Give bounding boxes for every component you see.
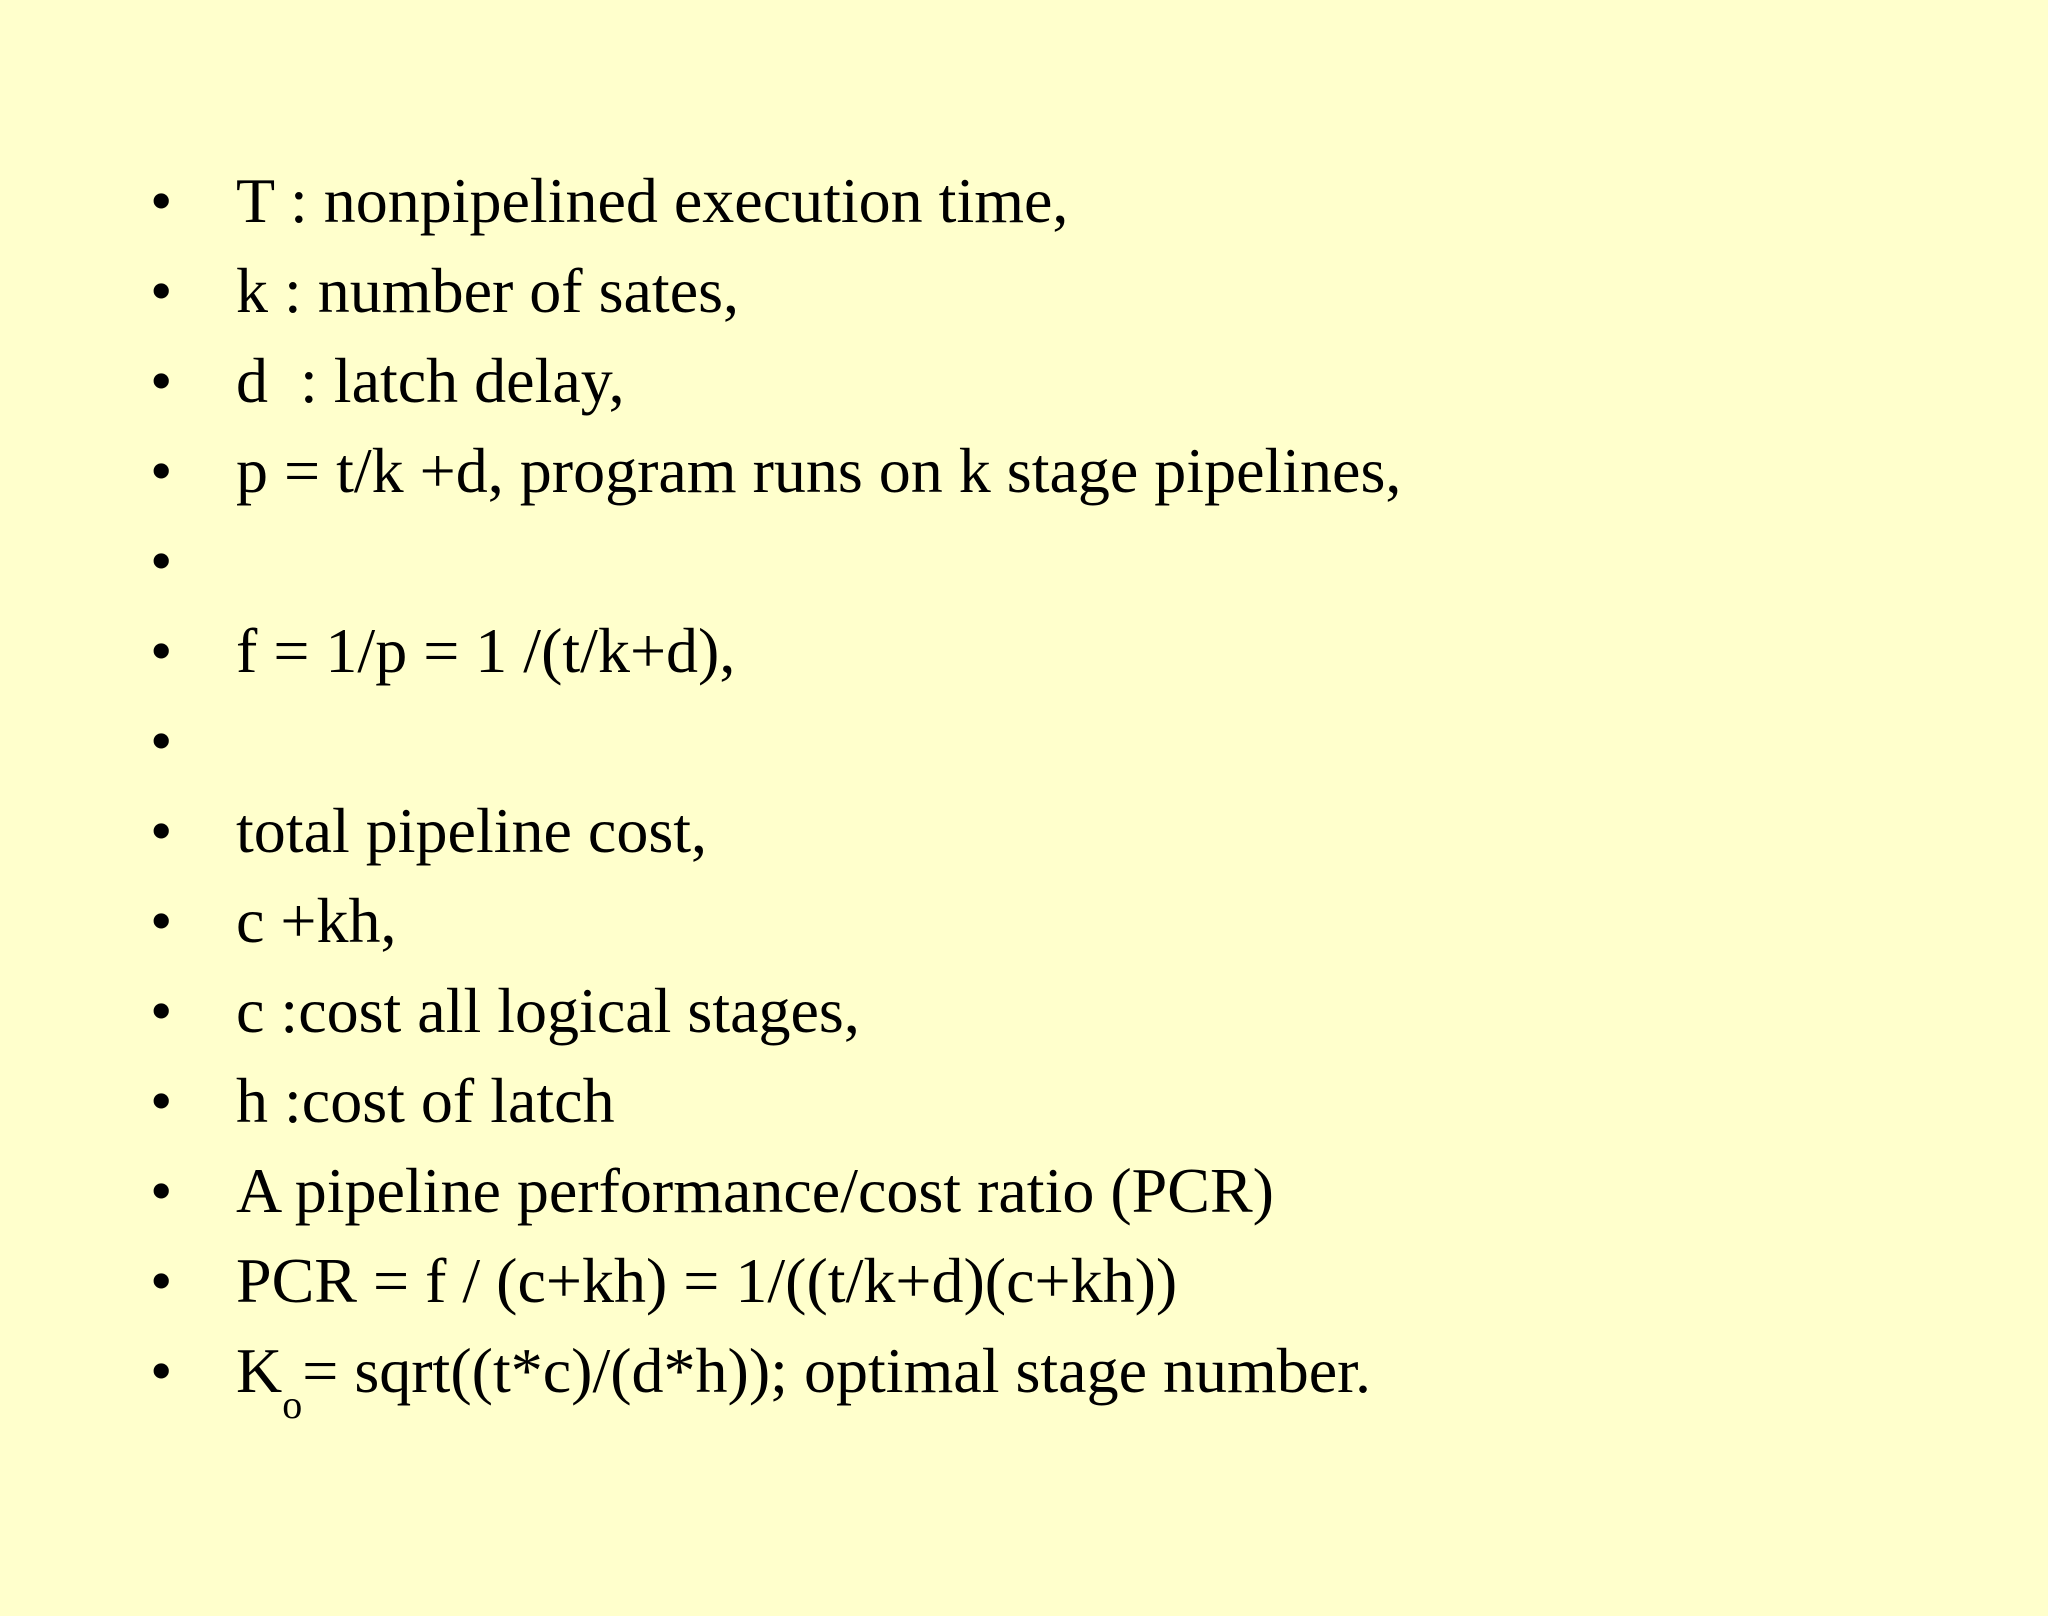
list-item — [150, 255, 739, 346]
bullet-dot: • — [150, 885, 173, 956]
bullet-dot: • — [150, 975, 173, 1046]
bullet-dot: • — [150, 165, 173, 236]
bullet-dot: • — [150, 1335, 173, 1406]
bullet-text: c +kh, — [236, 885, 397, 956]
list-item — [150, 795, 707, 886]
list-item — [150, 1065, 615, 1156]
bullet-text: A pipeline performance/cost ratio (PCR) — [236, 1155, 1274, 1226]
bullet-dot: • — [150, 795, 173, 866]
subscript-o: o — [282, 1382, 303, 1427]
bullet-text: p = t/k +d, program runs on k stage pipelines, — [236, 435, 1402, 506]
bullet-dot: • — [150, 1155, 173, 1226]
formula-rest: = sqrt((t*c)/(d*h)); optimal stage number. — [302, 1335, 1371, 1406]
bullet-dot: • — [150, 255, 173, 326]
list-item — [150, 615, 736, 706]
list-item — [150, 345, 625, 436]
list-item — [150, 706, 246, 796]
list-item — [150, 1155, 1274, 1246]
bullet-text: PCR = f / (c+kh) = 1/((t/k+d)(c+kh)) — [236, 1245, 1178, 1316]
bullet-text: f = 1/p = 1 /(t/k+d), — [236, 615, 736, 686]
bullet-dot: • — [150, 435, 173, 506]
list-item — [150, 975, 860, 1066]
bullet-text-optimal-stage — [236, 1335, 1371, 1427]
list-item — [150, 165, 1069, 256]
bullet-dot: • — [150, 525, 173, 596]
bullet-text: d : latch delay, — [236, 345, 625, 416]
symbol-k: K — [236, 1335, 283, 1406]
bullet-text: k : number of sates, — [236, 255, 739, 326]
bullet-dot: • — [150, 1245, 173, 1316]
list-item — [150, 1335, 1371, 1427]
list-item — [150, 526, 246, 616]
bullet-dot: • — [150, 615, 173, 686]
list-item — [150, 885, 397, 976]
bullet-dot: • — [150, 1065, 173, 1136]
bullet-text: c :cost all logical stages, — [236, 975, 860, 1046]
bullet-text: total pipeline cost, — [236, 795, 707, 866]
bullet-dot: • — [150, 345, 173, 416]
bullet-text: T : nonpipelined execution time, — [236, 165, 1069, 236]
bullet-dot: • — [150, 705, 173, 776]
list-item — [150, 1245, 1178, 1336]
list-item — [150, 435, 1402, 526]
bullet-text: h :cost of latch — [236, 1065, 615, 1136]
bullet-list — [150, 165, 1402, 1427]
